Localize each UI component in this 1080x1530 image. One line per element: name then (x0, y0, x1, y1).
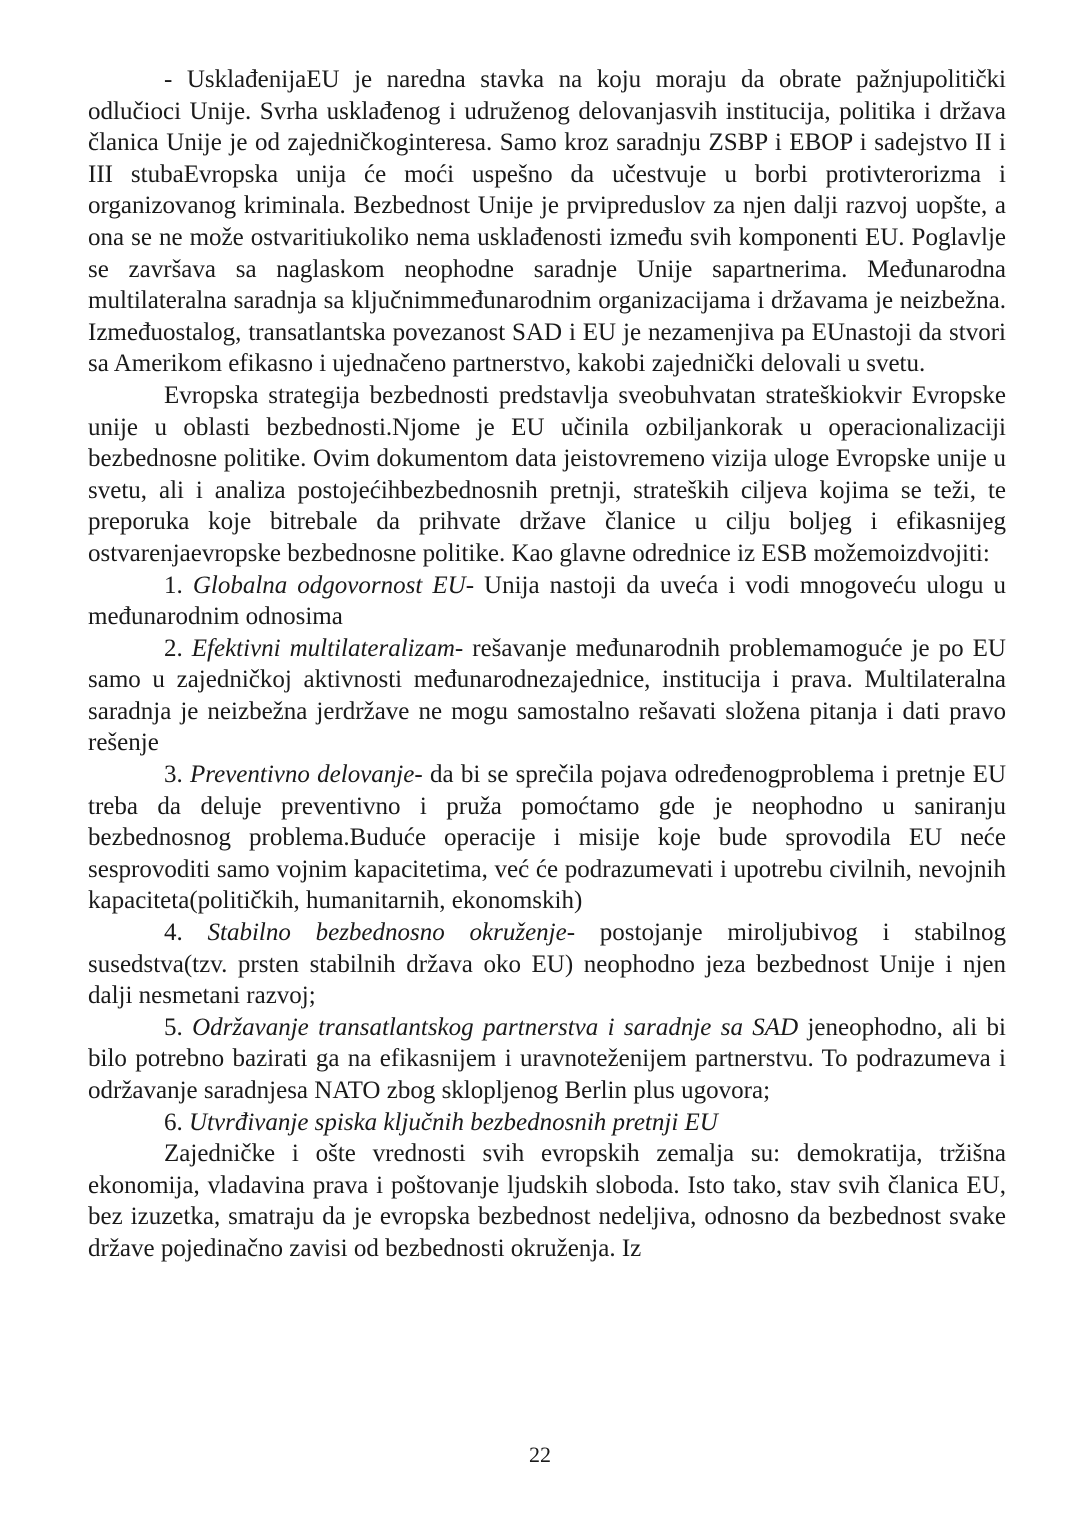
list-item (88, 759, 1006, 917)
list-item (88, 1012, 1006, 1107)
list-item-number: 1. (164, 571, 183, 599)
list-item-text: - Unija nastoji da uveća i vodi mnogoveću ulogu u međunarodnim odnosima (88, 571, 1007, 631)
list-item-text: - da bi se sprečila pojava određenogproblema i pretnje EU treba da deluje preventivno i pruža pomoćtamo gde je neophodno u saniranju bezbednosnog problema.Buduće operacije i misije koje bude sprovodila EU neće sesprovoditi samo vojnim kapacitetima, već će podrazumevati i upotrebu civilnih, nevojnih kapaciteta(političkih, humanitarnih, ekonomskih) (88, 761, 1007, 915)
list-item-term: Efektivni multilateralizam (191, 634, 455, 662)
list-item (88, 1107, 1006, 1139)
list-item-text: - rešavanje međunarodnih problemamoguće je po EU samo u zajedničkoj aktivnosti međunarodnezajednice, institucija i prava. Multilateralna saradnja je neizbežna jerdržave ne mogu samostalno rešavati složena pitanja i dati pravo rešenje (88, 634, 1006, 757)
paragraph-security-strategy: Evropska strategija bezbednosti predstavlja sveobuhvatan strateškiokvir Evropske unije u oblasti bezbednosti.Njome je EU učinila ozbiljankorak u operacionalizaciji bezbednosne politike. Ovim dokumentom data jeistovremeno vizija uloge Evropske unije u svetu, ali i analiza postojećihbezbednosnih pretnji, strateških ciljeva kojima se teži, te preporuka koje bitrebale da prihvate države članice u cilju boljeg i efikasnijeg ostvarenjaevropske bezbednosne politike. Kao glavne odrednice iz ESB možemoizdvojiti: (88, 381, 1006, 567)
list-item-number: 3. (164, 761, 183, 789)
list-item-term: Preventivno delovanje (190, 761, 415, 789)
page-body (88, 64, 1006, 1265)
list-item-term: Utvrđivanje spiska ključnih bezbednosnih pretnji EU (189, 1108, 718, 1136)
paragraph-harmonization: - UsklađenijaEU je naredna stavka na koju moraju da obrate pažnjupolitički odlučioci Unije. Svrha usklađenog i udruženog delovanjasvih institucija, politika i država članica Unije je od zajedničkoginteresa. Samo kroz saradnju ZSBP i EBOP i sadejstvo II i III stubaEvropska unija će moći uspešno da učestvuje u borbi protivterorizma i organizovanog kriminala. Bezbednost Unije je prvipreduslov za njen dalji razvoj uopšte, a ona se ne može ostvaritiukoliko nema usklađenosti između svih komponenti EU. Poglavlje se završava sa naglaskom neophodne saradnje Unije sapartnerima. Međunarodna multilateralna saradnja sa ključnimmeđunarodnim organizacijama i državama je neizbežna. Izmeđuostalog, transatlantska povezanost SAD i EU je nezamenjiva pa EUnastoji da stvori sa Amerikom efikasno i ujednačeno partnerstvo, kakobi zajednički delovali u svetu. (88, 66, 1006, 378)
list-item-term: Stabilno bezbednosno okruženje (207, 919, 567, 947)
list-item (88, 633, 1006, 759)
list-item-number: 5. (164, 1013, 183, 1041)
list-item-number: 6. (164, 1108, 183, 1136)
list-item (88, 570, 1006, 633)
list-item-text: jeneophodno, ali bi bilo potrebno bazirati ga na efikasnijem i uravnoteženijem partnerstvu. To podrazumeva i održavanje saradnjesa NATO zbog sklopljenog Berlin plus ugovora; (88, 1013, 1006, 1104)
list-item-text: - postojanje miroljubivog i stabilnog susedstva(tzv. prsten stabilnih država oko EU) neophodno jeza bezbednost Unije i njen dalji nesmetani razvoj; (88, 919, 1007, 1010)
paragraph-common-values: Zajedničke i ošte vrednosti svih evropskih zemalja su: demokratija, tržišna ekonomija, vladavina prava i poštovanje ljudskih sloboda. Isto tako, stav svih članica EU, bez izuzetka, smatraju da je evropska bezbednost nedeljiva, odnosno da bezbednost svake države pojedinačno zavisi od bezbednosti okruženja. Iz (88, 1140, 1006, 1262)
list-item (88, 917, 1006, 1012)
list-item-number: 2. (164, 634, 183, 662)
list-item-number: 4. (164, 919, 183, 947)
page-number: 22 (529, 1442, 551, 1467)
list-item-term: Održavanje transatlantskog partnerstva i saradnje sa SAD (192, 1013, 799, 1041)
list-item-term: Globalna odgovornost EU (192, 571, 466, 599)
